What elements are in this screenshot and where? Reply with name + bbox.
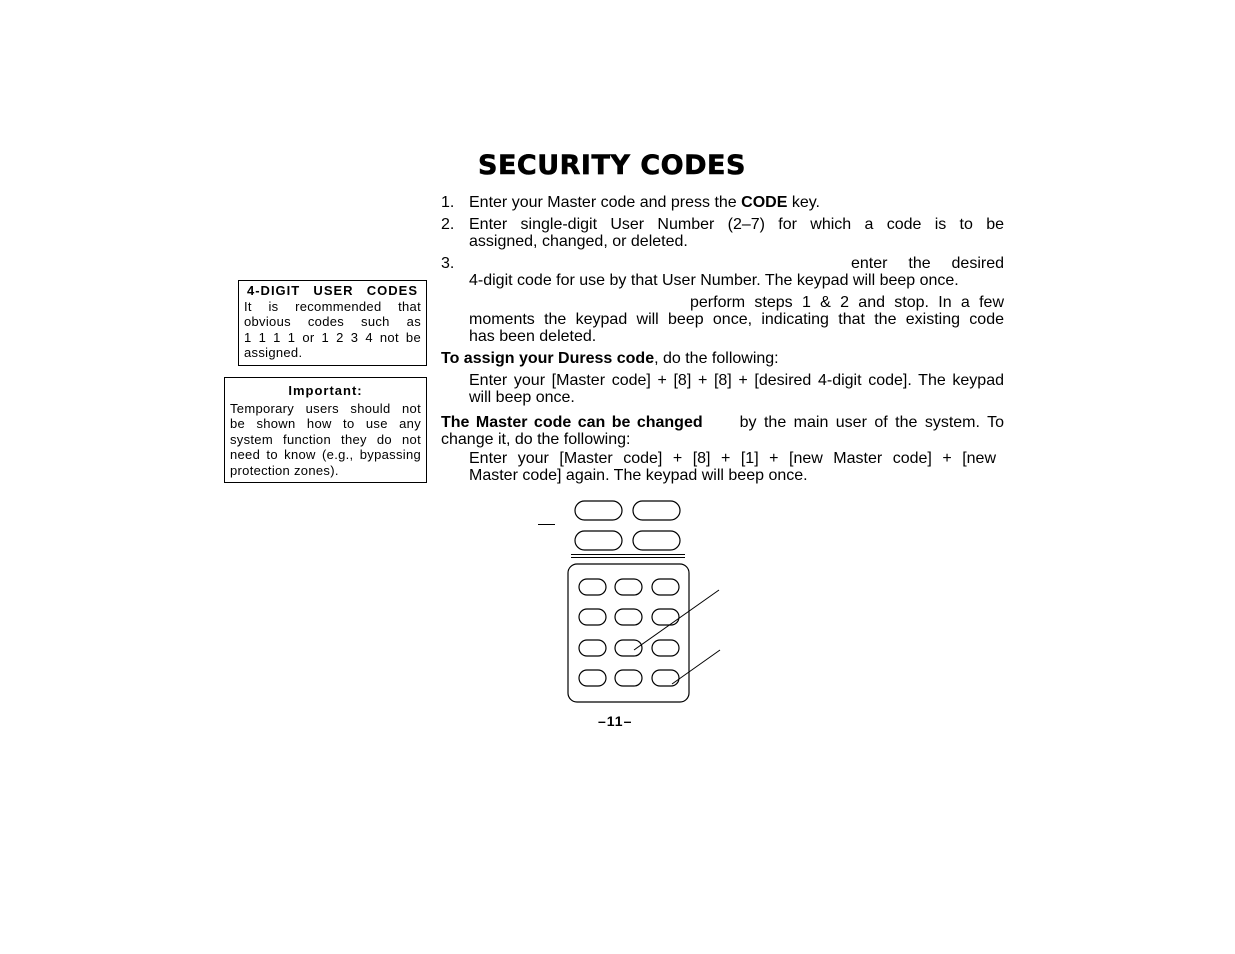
master-change-bold: The Master code can be changed	[441, 414, 703, 431]
user-codes-heading: 4-DIGIT USER CODES	[247, 283, 418, 298]
step-number: 1.	[441, 194, 455, 211]
user-codes-line-4: assigned.	[244, 345, 303, 360]
step-1	[441, 194, 454, 211]
master-change-line-4: Master code] again. The keypad will beep once.	[469, 467, 808, 484]
function-key	[633, 501, 680, 520]
duress-heading	[441, 350, 779, 367]
step-2-line-1: Enter single-digit User Number (2–7) for which a code is to be	[469, 216, 1004, 233]
keypad-key	[579, 609, 606, 625]
important-line-3: system function they do not	[230, 431, 421, 447]
function-key	[575, 531, 622, 550]
important-line-4: need to know (e.g., bypassing	[230, 447, 421, 462]
duress-line-2: will beep once.	[469, 389, 575, 406]
delete-note-line-3: has been deleted.	[469, 328, 597, 345]
duress-heading-rest: , do the following:	[654, 350, 779, 367]
keypad-key	[615, 609, 642, 625]
important-line-1: Temporary users should not	[230, 400, 421, 416]
step-2-number: 2.	[441, 216, 455, 233]
keypad-key	[615, 670, 642, 686]
keypad-key	[579, 640, 606, 656]
step-3-number: 3.	[441, 255, 455, 272]
important-line-2: be shown how to use any	[230, 416, 421, 431]
delete-note-line-1: perform steps 1 & 2 and stop. In a few	[690, 294, 1004, 311]
delete-note-line-2: moments the keypad will beep once, indicating that the existing code	[469, 311, 1004, 328]
keypad-key	[579, 579, 606, 595]
step-3-line-2: 4-digit code for use by that User Number. The keypad will beep once.	[469, 272, 959, 289]
code-key-label: CODE	[741, 194, 788, 211]
step-1-text-c: key.	[787, 194, 820, 211]
master-change-rest: by the main user of the system. To	[739, 414, 1004, 431]
keypad-key	[652, 640, 679, 656]
duress-heading-bold: To assign your Duress code	[441, 350, 655, 367]
important-box	[224, 377, 427, 483]
keypad-key	[652, 609, 679, 625]
function-key	[575, 501, 622, 520]
important-line-5: protection zones).	[230, 462, 339, 478]
step-3-line-1: enter the desired	[851, 255, 1004, 272]
page-number: –11–	[598, 713, 633, 729]
keypad-key	[579, 670, 606, 686]
user-codes-line-3: 1 1 1 1 or 1 2 3 4 not be	[244, 329, 421, 345]
master-change-line-1	[441, 414, 1004, 431]
keypad-illustration	[530, 495, 730, 710]
function-key	[633, 531, 680, 550]
user-codes-box	[238, 280, 427, 366]
step-1-text-a: Enter your Master code and press the	[469, 194, 742, 211]
master-change-line-3: Enter your [Master code] + [8] + [1] + [new Master code] + [new	[469, 450, 996, 467]
step-2-line-2: assigned, changed, or deleted.	[469, 233, 688, 250]
master-change-line-2: change it, do the following:	[441, 431, 631, 448]
duress-line-1: Enter your [Master code] + [8] + [8] + [desired 4-digit code]. The keypad	[469, 372, 1004, 389]
user-codes-line-1: It is recommended that	[244, 298, 421, 314]
important-heading: Important:	[288, 383, 363, 398]
step-1-text	[469, 194, 820, 211]
keypad-key	[652, 670, 679, 686]
keypad-key	[615, 640, 642, 656]
user-codes-line-2: obvious codes such as	[244, 314, 421, 329]
page-title: SECURITY CODES	[478, 150, 746, 181]
keypad-key	[652, 579, 679, 595]
keypad-key	[615, 579, 642, 595]
